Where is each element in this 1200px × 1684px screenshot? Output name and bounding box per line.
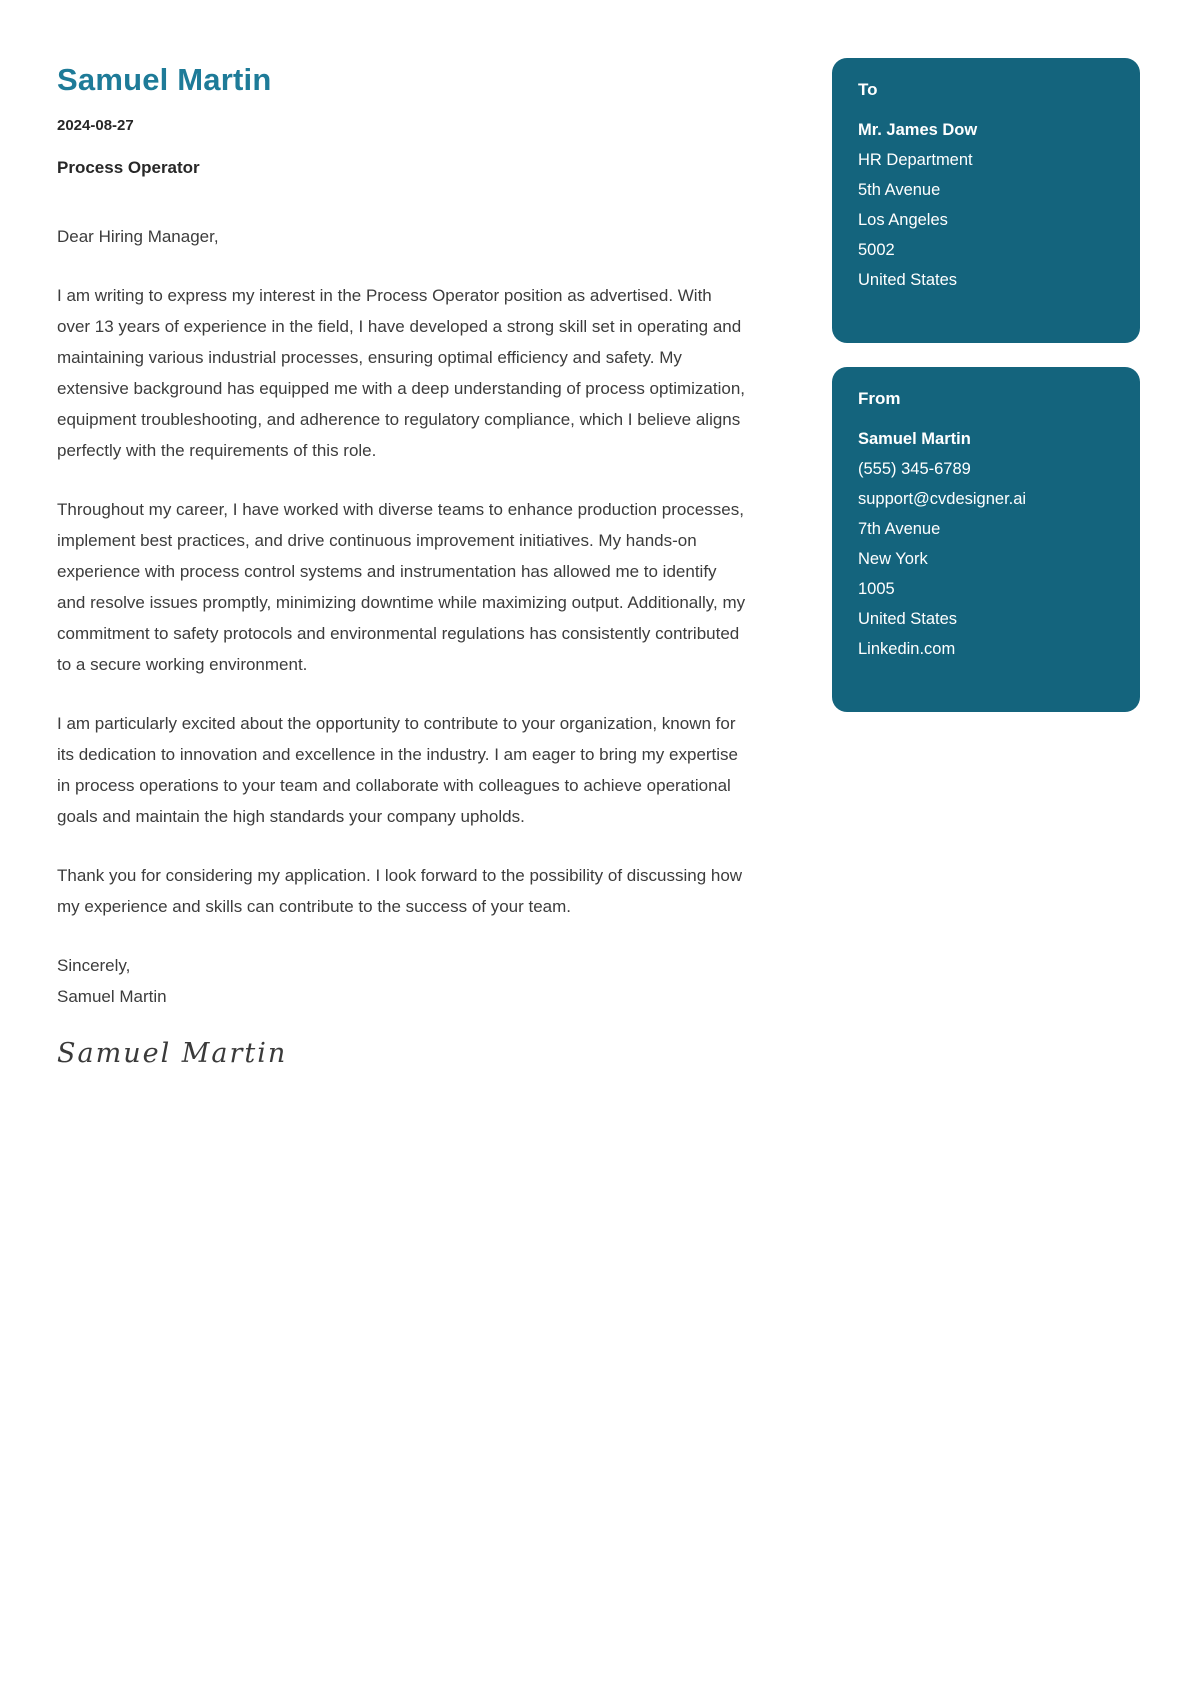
sender-card-label: From [858, 389, 901, 408]
sender-phone: (555) 345-6789 [858, 460, 971, 478]
sender-street: 7th Avenue [858, 520, 941, 538]
sender-city: New York [858, 550, 928, 568]
paragraph-1: I am writing to express my interest in the Process Operator position as advertised. With over 13 years of experience in the field, I have developed a strong skill set in operating and maintaining various industrial processes, ensuring optimal efficiency and safety. My extensive background has equipped me with a deep understanding of process optimization, equipment troubleshooting, and adherence to regulatory compliance, which I believe aligns perfectly with the requirements of this role. [57, 286, 745, 460]
sender-email: support@cvdesigner.ai [858, 490, 1027, 508]
sender-name: Samuel Martin [858, 430, 971, 448]
recipient-card [832, 58, 1140, 343]
handwritten-signature: Samuel Martin [57, 1038, 288, 1069]
job-title: Process Operator [57, 158, 200, 177]
recipient-city: Los Angeles [858, 211, 948, 229]
paragraph-2: Throughout my career, I have worked with diverse teams to enhance production processes, implement best practices, and drive continuous improvement initiatives. My hands-on experience with process control systems and instrumentation has allowed me to identify and resolve issues promptly, minimizing downtime while maximizing output. Additionally, my commitment to safety protocols and environmental regulations has consistently contributed to a secure working environment. [57, 500, 746, 674]
sender-country: United States [858, 610, 958, 628]
letter-date: 2024-08-27 [57, 117, 134, 134]
closing-word: Sincerely, [57, 956, 131, 975]
recipient-country: United States [858, 271, 958, 289]
page-title: Samuel Martin [57, 62, 272, 97]
recipient-zip: 5002 [858, 241, 895, 259]
letter-body-column [57, 58, 749, 1644]
contact-cards-column [832, 58, 1140, 1644]
signature-name: Samuel Martin [57, 987, 167, 1006]
recipient-department: HR Department [858, 151, 973, 169]
recipient-name: Mr. James Dow [858, 121, 978, 139]
sender-zip: 1005 [858, 580, 895, 598]
salutation: Dear Hiring Manager, [57, 227, 219, 246]
closing-block [57, 950, 749, 1012]
sender-linkedin: Linkedin.com [858, 640, 956, 658]
paragraph-3: I am particularly excited about the opportunity to contribute to your organization, known for its dedication to innovation and excellence in the industry. I am eager to bring my expertise in process operations to your team and collaborate with colleagues to achieve operational goals and maintain the high standards your company upholds. [57, 714, 739, 826]
sender-card [832, 367, 1140, 712]
recipient-card-label: To [858, 80, 878, 99]
recipient-street: 5th Avenue [858, 181, 941, 199]
paragraph-4: Thank you for considering my application. I look forward to the possibility of discussing how my experience and skills can contribute to the success of your team. [57, 866, 743, 916]
